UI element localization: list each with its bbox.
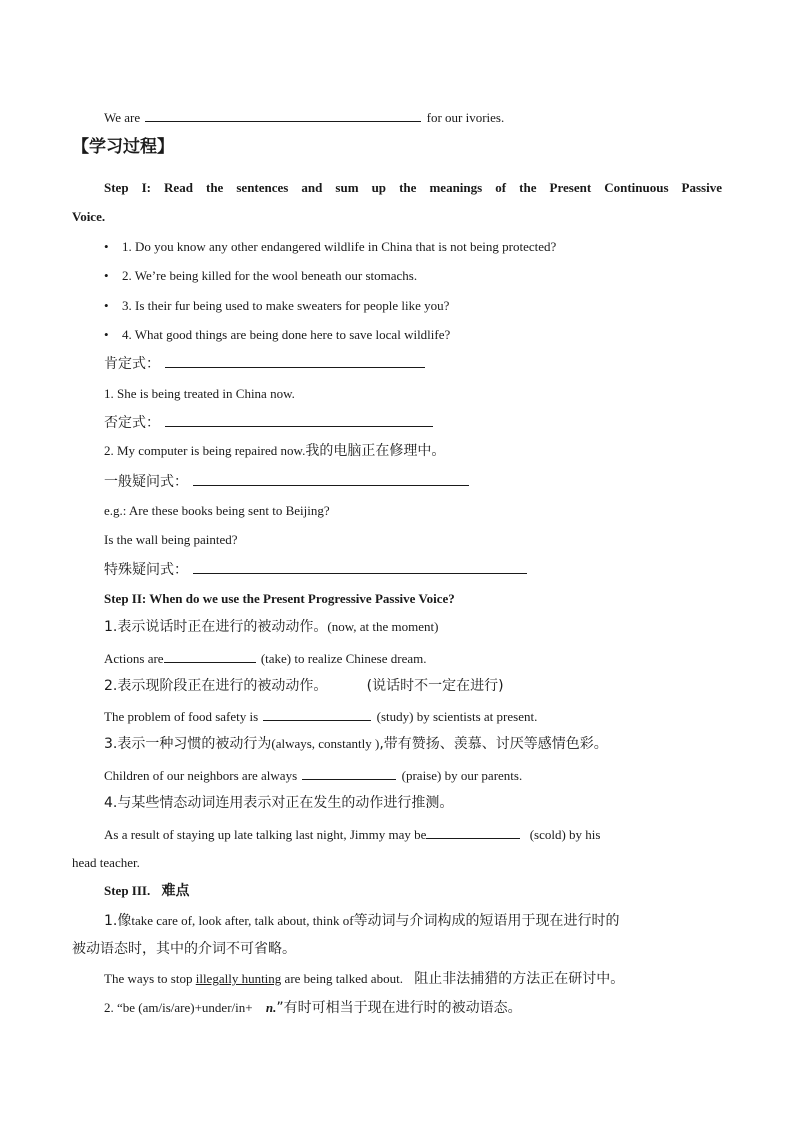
answer-blank[interactable] (302, 766, 396, 780)
point-3: 3.表示一种习惯的被动行为(always, constantly ),带有赞扬、羡慕、讨厌等感情色彩。 (104, 736, 608, 752)
step2-heading: Step II: When do we use the Present Progressive Passive Voice? (104, 591, 455, 606)
answer-blank[interactable] (164, 649, 256, 663)
answer-blank[interactable] (145, 108, 421, 122)
example-1: Actions are (take) to realize Chinese dream. (104, 651, 427, 666)
example-3: Children of our neighbors are always (praise) by our parents. (104, 768, 523, 783)
step1-heading-cont: Voice. (72, 209, 106, 224)
example-4-cont: head teacher. (72, 855, 140, 870)
step3-point-2: 2. “be (am/is/are)+under/in+ n.”有时可相当于现在进行时的被动语态。 (104, 1000, 522, 1016)
question-label: 一般疑问式： (104, 474, 188, 490)
question-example: Is the wall being painted? (104, 532, 238, 547)
intro-prefix: We are (104, 110, 141, 125)
affirmative-line (104, 354, 427, 373)
question-line (104, 472, 471, 491)
list-item: • 1. Do you know any other endangered wildlife in China that is not being protected? (104, 239, 557, 254)
step3-example-1: The ways to stop illegally hunting are being talked about. 阻止非法捕猎的方法正在研讨中。 (104, 971, 625, 987)
example-4: As a result of staying up late talking last night, Jimmy may be (scold) by his (104, 827, 601, 842)
intro-suffix: for our ivories. (426, 110, 505, 125)
answer-blank[interactable] (263, 707, 371, 721)
step3-heading: Step III. 难点 (104, 883, 190, 899)
example-2: The problem of food safety is (study) by scientists at present. (104, 709, 538, 724)
answer-blank[interactable] (165, 354, 425, 368)
point-4: 4.与某些情态动词连用表示对正在发生的动作进行推测。 (104, 795, 454, 811)
step3-point-1: 1.像take care of, look after, talk about, think of等动词与介词构成的短语用于现在进行时的 (104, 913, 620, 929)
question-example: e.g.: Are these books being sent to Beijing? (104, 503, 330, 518)
section-title: 【学习过程】 (72, 137, 174, 157)
intro-line (104, 108, 504, 127)
list-item: • 2. We’re being killed for the wool beneath our stomachs. (104, 268, 418, 283)
answer-blank[interactable] (193, 560, 527, 574)
step1-heading: Step I: Read the sentences and sum up the meanings of the Present Continuous Passive (104, 180, 722, 195)
affirmative-label: 肯定式： (104, 356, 160, 372)
answer-blank[interactable] (165, 413, 433, 427)
negative-line (104, 413, 435, 432)
negative-example: 2. My computer is being repaired now.我的电脑正在修理中。 (104, 443, 446, 459)
point-2: 2.表示现阶段正在进行的被动动作。 (说话时不一定在进行) (104, 678, 504, 694)
special-question-line (104, 560, 529, 579)
special-label: 特殊疑问式： (104, 562, 188, 578)
step3-point-1-cont: 被动语态时，其中的介词不可省略。 (72, 941, 296, 957)
list-item: • 3. Is their fur being used to make sweaters for people like you? (104, 298, 450, 313)
point-1: 1.表示说话时正在进行的被动动作。(now, at the moment) (104, 619, 439, 635)
negative-label: 否定式： (104, 415, 160, 431)
answer-blank[interactable] (426, 825, 520, 839)
affirmative-example: 1. She is being treated in China now. (104, 386, 295, 401)
list-item: • 4. What good things are being done here to save local wildlife? (104, 327, 451, 342)
answer-blank[interactable] (193, 472, 469, 486)
